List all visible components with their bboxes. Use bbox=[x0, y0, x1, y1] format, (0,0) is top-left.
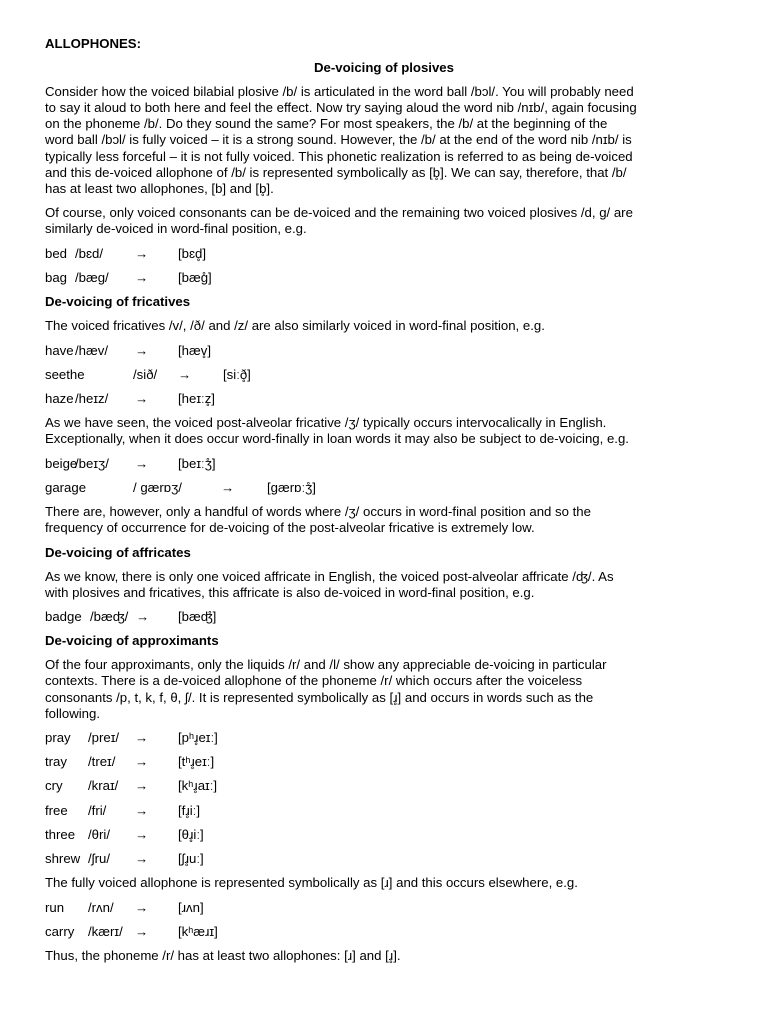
example-allophone: [bæg̊] bbox=[178, 270, 212, 285]
example-phonemic: / gærɒʒ/ bbox=[133, 480, 182, 495]
example-allophone: [θɹ̥iː] bbox=[178, 827, 204, 842]
arrow-icon: → bbox=[135, 246, 149, 261]
example-phonemic: /heɪz/ bbox=[75, 391, 109, 406]
example-phonemic: /kærɪ/ bbox=[88, 924, 123, 939]
section-title-fricatives: De-voicing of fricatives bbox=[45, 294, 191, 309]
example-phonemic: /bæg/ bbox=[75, 270, 109, 285]
example-word: seethe bbox=[45, 367, 85, 382]
example-allophone: [heɪːz̥] bbox=[178, 391, 215, 406]
example-allophone: [siːð̥] bbox=[223, 367, 251, 382]
example-phonemic: /bæʤ/ bbox=[90, 609, 129, 624]
example-allophone: [fɹ̥iː] bbox=[178, 803, 200, 818]
text-line: As we know, there is only one voiced affricate in English, the voiced post-alveolar affricate /ʤ/. As bbox=[45, 569, 614, 584]
example-word: cry bbox=[45, 778, 63, 793]
example-word: free bbox=[45, 803, 68, 818]
example-allophone: [kʰɹ̥aɪː] bbox=[178, 778, 218, 793]
arrow-icon: → bbox=[135, 391, 149, 406]
example-word: garage bbox=[45, 480, 87, 495]
example-word: run bbox=[45, 900, 65, 915]
arrow-icon: → bbox=[136, 609, 150, 624]
example-phonemic: /sið/ bbox=[133, 367, 158, 382]
text-line: word ball /bɔl/ is fully voiced – it is a strong sound. However, the /b/ at the end of the word nib /nɪb/ is bbox=[45, 132, 632, 147]
example-allophone: [tʰɹ̥eɪː] bbox=[178, 754, 215, 769]
arrow-icon: → bbox=[135, 778, 149, 793]
example-phonemic: /bɛd/ bbox=[75, 246, 104, 261]
text-line: Of the four approximants, only the liquids /r/ and /l/ show any appreciable de-voicing in particular bbox=[45, 657, 607, 672]
text-line: Of course, only voiced consonants can be de-voiced and the remaining two voiced plosives /d, g/ are bbox=[45, 205, 633, 220]
arrow-icon: → bbox=[221, 480, 235, 495]
text-line: Consider how the voiced bilabial plosive /b/ is articulated in the word ball /bɔl/. You will probably need bbox=[45, 84, 634, 99]
example-word: pray bbox=[45, 730, 71, 745]
example-allophone: [bɛd̥] bbox=[178, 246, 207, 261]
example-word: three bbox=[45, 827, 76, 842]
text-line: and this de-voiced allophone of /b/ is represented symbolically as [b̥]. We can say, therefore, that /b/ bbox=[45, 165, 627, 180]
example-allophone: [ʃɹ̥uː] bbox=[178, 851, 204, 866]
paragraph-fully-voiced: The fully voiced allophone is represented symbolically as [ɹ] and this occurs elsewhere, e.g. bbox=[45, 875, 578, 890]
example-phonemic: /preɪ/ bbox=[88, 730, 120, 745]
section-title-approximants: De-voicing of approximants bbox=[45, 633, 219, 648]
text-line: on the phoneme /b/. Do they sound the same? For most speakers, the /b/ at the beginning of the bbox=[45, 116, 608, 131]
example-word: tray bbox=[45, 754, 67, 769]
text-line: typically less forceful – it is not fully voiced. This phonetic realization is referred to as being de-voiced bbox=[45, 149, 633, 164]
example-word: bed bbox=[45, 246, 68, 261]
arrow-icon: → bbox=[135, 803, 149, 818]
example-allophone: [bæʤ̊] bbox=[178, 609, 217, 624]
text-line: to say it aloud to both here and feel the effect. Now try saying aloud the word nib /nɪb/, again focusing bbox=[45, 100, 637, 115]
example-allophone: [kʰæɹɪ] bbox=[178, 924, 218, 939]
example-word: shrew bbox=[45, 851, 81, 866]
text-line: similarly de-voiced in word-final position, e.g. bbox=[45, 221, 307, 236]
example-phonemic: /θri/ bbox=[88, 827, 110, 842]
example-word: haze bbox=[45, 391, 74, 406]
example-word: carry bbox=[45, 924, 75, 939]
example-phonemic: /fri/ bbox=[88, 803, 107, 818]
text-line: following. bbox=[45, 706, 100, 721]
example-phonemic: /beɪʒ/ bbox=[75, 456, 109, 471]
paragraph-conclusion: Thus, the phoneme /r/ has at least two allophones: [ɹ] and [ɹ̥]. bbox=[45, 948, 401, 963]
example-allophone: [hæv̥] bbox=[178, 343, 211, 358]
arrow-icon: → bbox=[135, 456, 149, 471]
example-phonemic: /kraɪ/ bbox=[88, 778, 119, 793]
arrow-icon: → bbox=[135, 730, 149, 745]
arrow-icon: → bbox=[178, 367, 192, 382]
text-line: Exceptionally, when it does occur word-finally in loan words it may also be subject to de-voicing, e.g. bbox=[45, 431, 629, 446]
example-word: badge bbox=[45, 609, 82, 624]
example-allophone: [beɪːʒ̊] bbox=[178, 456, 216, 471]
text-line: As we have seen, the voiced post-alveolar fricative /ʒ/ typically occurs intervocalically in English. bbox=[45, 415, 607, 430]
text-line: consonants /p, t, k, f, θ, ʃ/. It is represented symbolically as [ɹ̥] and occurs in words such as the bbox=[45, 690, 594, 705]
example-phonemic: /rʌn/ bbox=[88, 900, 114, 915]
example-allophone: [ɹʌn] bbox=[178, 900, 204, 915]
paragraph-fricatives-intro: The voiced fricatives /v/, /ð/ and /z/ are also similarly voiced in word-final position, e.g. bbox=[45, 318, 545, 333]
arrow-icon: → bbox=[135, 754, 149, 769]
example-allophone: [pʰɹ̥eɪː] bbox=[178, 730, 218, 745]
section-title-plosives: De-voicing of plosives bbox=[314, 60, 454, 75]
arrow-icon: → bbox=[135, 924, 149, 939]
text-line: has at least two allophones, [b] and [b̥]. bbox=[45, 181, 274, 196]
example-word: have bbox=[45, 343, 74, 358]
text-line: with plosives and fricatives, this affricate is also de-voiced in word-final position, e.g. bbox=[45, 585, 535, 600]
arrow-icon: → bbox=[135, 270, 149, 285]
text-line: frequency of occurrence for de-voicing of the post-alveolar fricative is extremely low. bbox=[45, 520, 535, 535]
document-heading: ALLOPHONES: bbox=[45, 36, 141, 51]
example-word: beige bbox=[45, 456, 78, 471]
example-allophone: [gærɒːʒ̊] bbox=[267, 480, 316, 495]
example-phonemic: /hæv/ bbox=[75, 343, 108, 358]
text-line: There are, however, only a handful of words where /ʒ/ occurs in word-final position and so the bbox=[45, 504, 591, 519]
example-phonemic: /ʃru/ bbox=[88, 851, 110, 866]
arrow-icon: → bbox=[135, 851, 149, 866]
arrow-icon: → bbox=[135, 343, 149, 358]
section-title-affricates: De-voicing of affricates bbox=[45, 545, 191, 560]
arrow-icon: → bbox=[135, 900, 149, 915]
example-word: bag bbox=[45, 270, 68, 285]
arrow-icon: → bbox=[135, 827, 149, 842]
example-phonemic: /treɪ/ bbox=[88, 754, 116, 769]
text-line: contexts. There is a de-voiced allophone of the phoneme /r/ which occurs after the voiceless bbox=[45, 673, 583, 688]
